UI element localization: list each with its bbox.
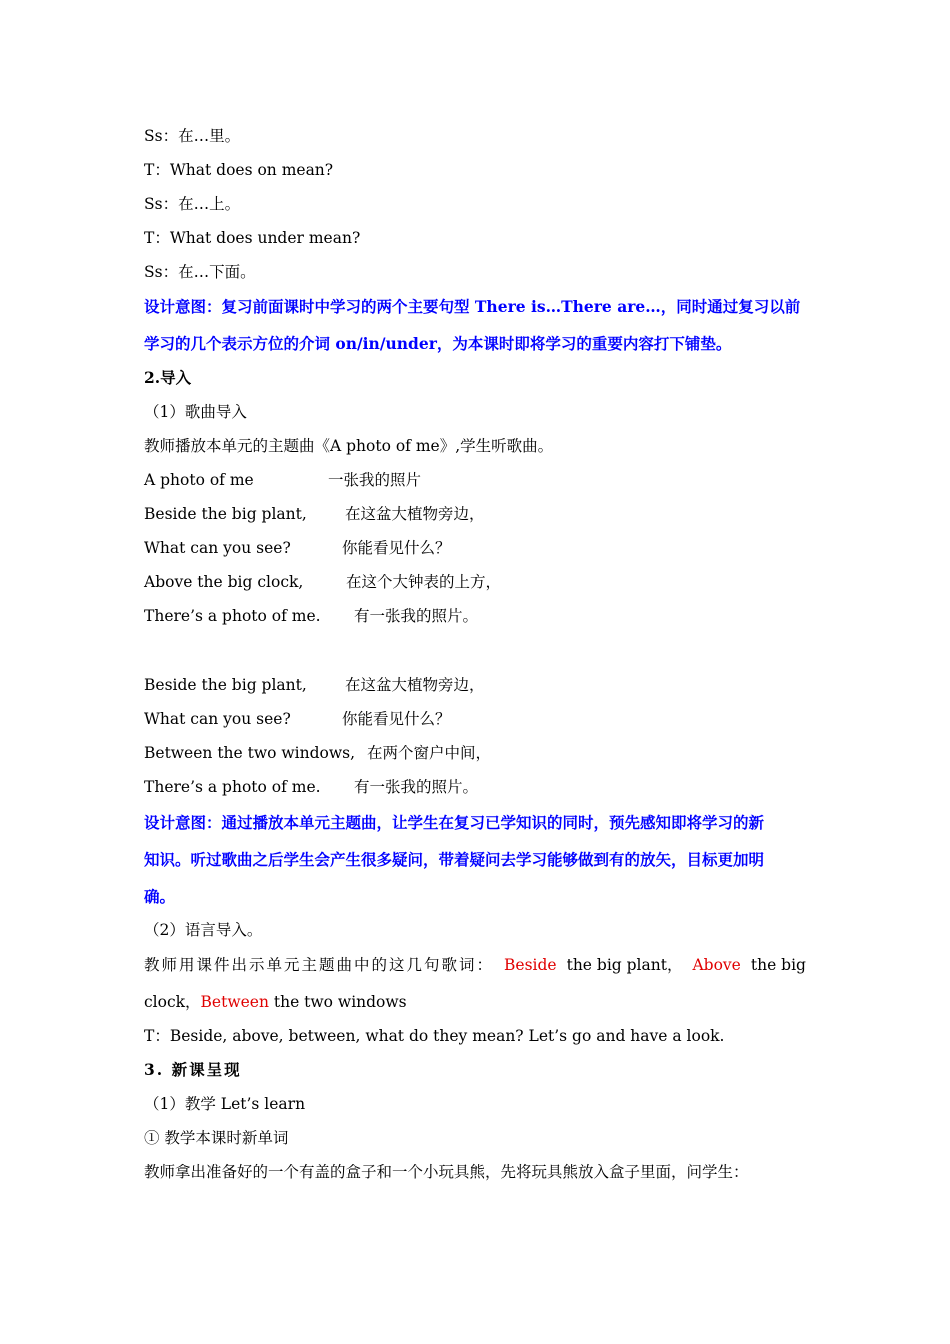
song-row-8-cn: 在两个窗户中间，	[367, 744, 492, 762]
dialogue-line-1: Ss：在…里。	[144, 127, 241, 145]
word-above: Above	[692, 956, 741, 974]
design-intent-1	[144, 288, 806, 362]
song-row-8-en: Between the two windows,	[144, 744, 355, 762]
song-row-1	[144, 470, 422, 490]
song-row-1-cn: 一张我的照片	[328, 471, 422, 489]
song-row-5	[144, 606, 479, 626]
song-row-6	[144, 675, 485, 695]
design-intent-2-line-3: 确。	[144, 887, 176, 906]
design-intent-2	[144, 804, 806, 915]
song-row-3-en: What can you see?	[144, 539, 291, 557]
song-row-6-en: Beside the big plant,	[144, 676, 307, 694]
item-new-words: ① 教学本课时新单词	[144, 1129, 289, 1147]
word-beside: Beside	[504, 956, 557, 974]
song-row-2-en: Beside the big plant,	[144, 505, 307, 523]
song-row-5-en: There’s a photo of me.	[144, 607, 321, 625]
song-row-8	[144, 743, 492, 763]
song-row-7-en: What can you see?	[144, 710, 291, 728]
song-row-4-cn: 在这个大钟表的上方，	[346, 573, 502, 591]
song-row-7	[144, 709, 451, 729]
subsection-language-intro: （2）语言导入。	[144, 921, 263, 939]
lyrics-phrase-two-windows: the two windows	[268, 993, 407, 1011]
dialogue-line-5: Ss：在…下面。	[144, 263, 256, 281]
lyrics-phrase-big-plant: the big plant，	[566, 956, 683, 974]
design-intent-2-line-1: 设计意图：通过播放本单元主题曲，让学生在复习已学知识的同时，预先感知即将学习的新	[144, 813, 765, 832]
lyrics-paragraph-line-2	[144, 992, 407, 1012]
song-row-5-cn: 有一张我的照片。	[354, 607, 479, 625]
lyrics-phrase-clock: clock，	[144, 993, 201, 1011]
song-row-7-cn: 你能看见什么？	[342, 710, 451, 728]
dialogue-line-2: T：What does on mean?	[144, 161, 334, 179]
teaching-step-text: 教师拿出准备好的一个有盖的盒子和一个小玩具熊，先将玩具熊放入盒子里面，问学生：	[144, 1163, 749, 1181]
lyrics-phrase-the-big: the big	[750, 956, 806, 974]
teacher-question: T：Beside, above, between, what do they mean? Let’s go and have a look.	[144, 1027, 725, 1045]
song-row-2-cn: 在这盆大植物旁边，	[345, 505, 485, 523]
song-intro-text: 教师播放本单元的主题曲《A photo of me》,学生听歌曲。	[144, 437, 554, 455]
lyrics-intro-text: 教师用课件出示单元主题曲中的这几句歌词：	[144, 956, 495, 974]
song-row-1-en: A photo of me	[144, 471, 254, 489]
song-row-3-cn: 你能看见什么？	[342, 539, 451, 557]
song-row-9	[144, 777, 479, 797]
song-row-3	[144, 538, 451, 558]
section-2-heading: 2.导入	[144, 368, 192, 387]
song-row-9-cn: 有一张我的照片。	[354, 778, 479, 796]
song-row-9-en: There’s a photo of me.	[144, 778, 321, 796]
word-between: Between	[200, 993, 269, 1011]
design-intent-2-line-2: 知识。听过歌曲之后学生会产生很多疑问，带着疑问去学习能够做到有的放矢，目标更加明	[144, 850, 765, 869]
song-row-4-en: Above the big clock,	[144, 573, 304, 591]
song-row-4	[144, 572, 502, 592]
section-3-heading: 3. 新课呈现	[144, 1060, 242, 1079]
song-row-2	[144, 504, 485, 524]
dialogue-line-3: Ss：在…上。	[144, 195, 241, 213]
subsection-song-intro: （1）歌曲导入	[144, 403, 247, 421]
subsection-lets-learn: （1）教学 Let’s learn	[144, 1095, 306, 1113]
lyrics-paragraph-line-1	[144, 955, 806, 975]
song-row-6-cn: 在这盆大植物旁边，	[345, 676, 485, 694]
design-intent-1-line-2: 学习的几个表示方位的介词 on/in/under，为本课时即将学习的重要内容打下铺垫。	[144, 334, 732, 353]
dialogue-line-4: T：What does under mean?	[144, 229, 361, 247]
design-intent-1-line-1: 设计意图：复习前面课时中学习的两个主要句型 There is…There are…，同时通过复习以前	[144, 297, 801, 316]
